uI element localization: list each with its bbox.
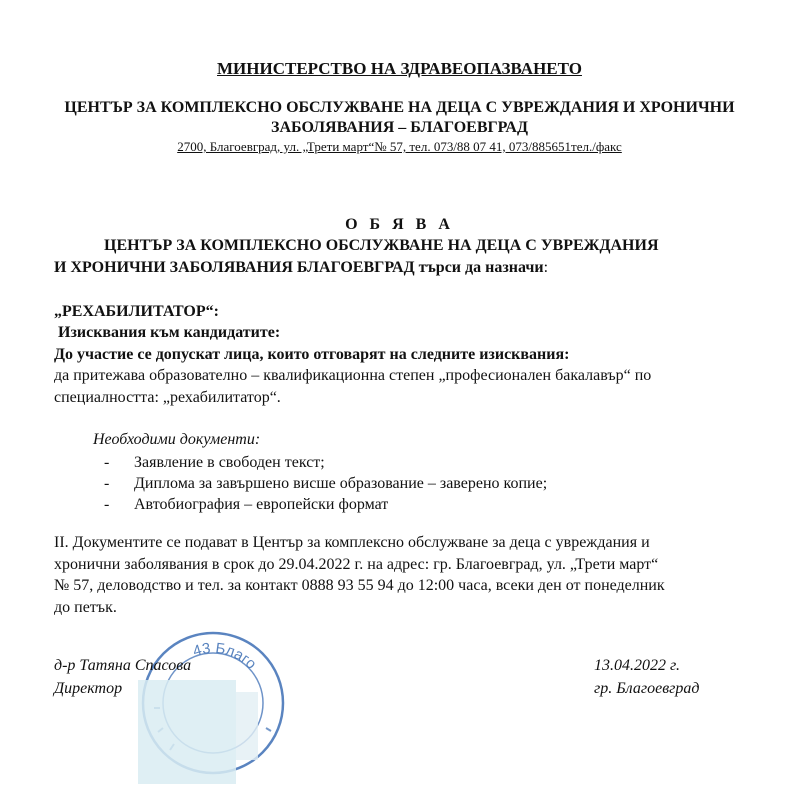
document-date: 13.04.2022 г.: [594, 657, 681, 674]
submission-line1: II. Документите се подават в Център за комплексно обслужване за деца с увреждания и: [54, 534, 650, 551]
signatory-role: Директор: [54, 680, 123, 697]
stamp-text: 43 Благо: [190, 639, 260, 673]
center-address: 2700, Благоевград, ул. „Трети март“№ 57, тел. 073/88 07 41, 073/885651тел./факс: [177, 139, 622, 154]
announcement-intro-line2: [54, 259, 548, 277]
document-item: [104, 494, 547, 515]
announcement-intro-line1: ЦЕНТЪР ЗА КОМПЛЕКСНО ОБСЛУЖВАНЕ НА ДЕЦА С УВРЕЖДАНИЯ: [104, 237, 659, 254]
center-name-line2: ЗАБОЛЯВАНИЯ – БЛАГОЕВГРАД: [271, 119, 528, 136]
submission-line4: до петък.: [54, 598, 117, 616]
document-place: гр. Благоевград: [594, 680, 700, 697]
requirement-text-line1: да притежава образователно – квалификационна степен „професионален бакалавър“ по: [54, 367, 652, 384]
document-item-text: Заявление в свободен текст;: [134, 454, 325, 471]
center-name-line1: ЦЕНТЪР ЗА КОМПЛЕКСНО ОБСЛУЖВАНЕ НА ДЕЦА С УВРЕЖДАНИЯ И ХРОНИЧНИ: [64, 99, 735, 116]
documents-list: [104, 452, 547, 515]
redaction-block: [138, 680, 236, 784]
bullet-dash: -: [104, 454, 110, 471]
requirement-text-line2: специалността: „рехабилитатор“.: [54, 389, 281, 406]
document-item-text: Диплома за завършено висше образование – заверено копие;: [134, 475, 548, 492]
signatory-name: д-р Татяна Спасова: [54, 657, 192, 674]
position-title: „РЕХАБИЛИТАТОР“:: [54, 303, 219, 320]
announcement-title: О Б Я В А: [345, 216, 454, 233]
document-item-text: Автобиография – европейски формат: [134, 496, 389, 513]
redaction-block: [236, 692, 258, 760]
intro-line2-colon: :: [543, 259, 549, 276]
document-item: [104, 473, 547, 494]
document-item: [104, 452, 547, 473]
submission-line3: № 57, деловодство и тел. за контакт 0888 93 55 94 до 12:00 часа, всеки ден от понеделник: [54, 577, 665, 594]
bullet-dash: -: [104, 496, 110, 513]
ministry-title: МИНИСТЕРСТВО НА ЗДРАВЕОПАЗВАНЕТО: [217, 59, 582, 78]
submission-line2: хронични заболявания в срок до 29.04.2022 г. на адрес: гр. Благоевград, ул. „Трети март“: [54, 555, 659, 573]
bullet-dash: -: [104, 475, 110, 492]
requirements-subheading: До участие се допускат лица, които отговарят на следните изисквания:: [54, 346, 570, 363]
submission-paragraph: [54, 532, 746, 618]
intro-line2-text: И ХРОНИЧНИ ЗАБОЛЯВАНИЯ БЛАГОЕВГРАД търси да назначи: [54, 259, 544, 276]
documents-heading: Необходими документи:: [93, 431, 261, 448]
requirements-heading: Изисквания към кандидатите:: [58, 324, 281, 341]
